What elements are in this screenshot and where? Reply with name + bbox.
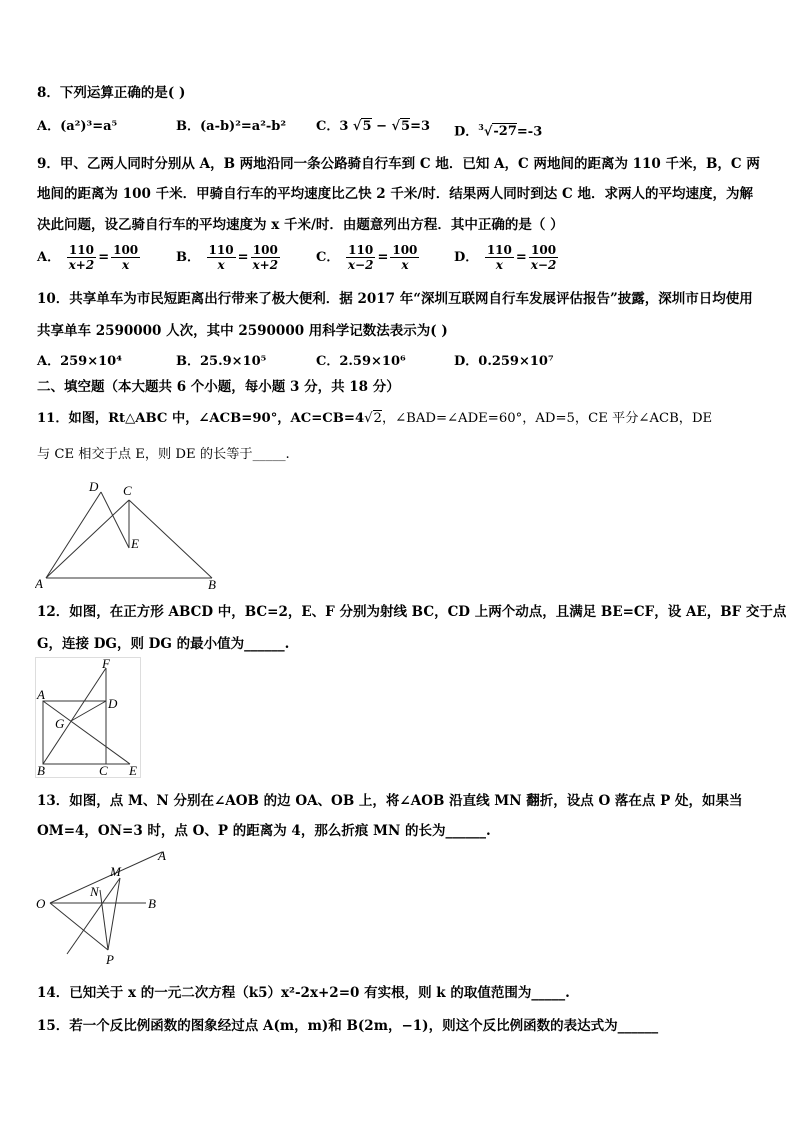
q13-segment-np bbox=[100, 890, 108, 950]
q10-line2: 共享单车 2590000 人次，其中 2590000 用科学记数法表示为( ) bbox=[37, 323, 448, 339]
q8-d-result: =-3 bbox=[516, 124, 543, 140]
q14-text: 14．已知关于 x 的一元二次方程（k5）x²-2x+2=0 有实根，则 k 的取值范围为_____. bbox=[37, 985, 570, 1001]
q11-line1: 11．如图，Rt△ABC 中，∠ACB=90°，AC=CB=4√2，∠BAD=∠ADE=60°，AD=5，CE 平分∠ACB，DE bbox=[37, 411, 713, 426]
q9-option-b bbox=[176, 243, 282, 272]
q13-label-p: P bbox=[106, 952, 114, 967]
q9-c-label: C． bbox=[316, 250, 340, 265]
q10-option-c: C．2.59×10⁶ bbox=[316, 354, 406, 369]
q9-b-label: B． bbox=[176, 250, 200, 265]
q11-line2: 与 CE 相交于点 E，则 DE 的长等于_____. bbox=[37, 447, 290, 462]
q9-a-label: A． bbox=[37, 250, 61, 265]
q13-label-a: A bbox=[158, 848, 166, 863]
q8-option-a bbox=[37, 118, 117, 136]
q13-label-o: O bbox=[36, 896, 46, 911]
q9-c-den2: x bbox=[401, 258, 409, 272]
q13-label-b: B bbox=[148, 896, 156, 911]
q9-a-num2: 100 bbox=[113, 243, 139, 257]
q10-option-b: B．25.9×10⁵ bbox=[176, 354, 267, 369]
q11-segment-cb bbox=[129, 500, 212, 578]
q9-line3: 决此问题，设乙骑自行车的平均速度为 x 千米/时．由题意列出方程．其中正确的是（ ） bbox=[37, 217, 564, 233]
q12-figure bbox=[35, 657, 145, 779]
q13-segment-op bbox=[50, 903, 108, 950]
q9-a-eq: = bbox=[98, 250, 110, 265]
q9-c-den1: x−2 bbox=[347, 258, 374, 272]
q13-ray-oa bbox=[50, 852, 162, 903]
q11-segment-ad bbox=[46, 492, 101, 578]
q11-segment-ac bbox=[46, 500, 129, 578]
q9-d-num1: 110 bbox=[486, 243, 512, 257]
q11-label-c: C bbox=[123, 483, 132, 498]
q9-option-d bbox=[454, 243, 560, 272]
q11-label-d: D bbox=[89, 479, 99, 494]
q12-label-b: B bbox=[37, 763, 45, 778]
q12-label-f: F bbox=[102, 657, 110, 671]
q8-d-index: 3 bbox=[478, 122, 484, 132]
q13-label-n: N bbox=[90, 884, 99, 899]
q11-line1-post: ，∠BAD=∠ADE=60°，AD=5，CE 平分∠ACB，DE bbox=[381, 411, 713, 426]
q13-label-m: M bbox=[110, 864, 121, 879]
q9-b-den2: x+2 bbox=[252, 258, 279, 272]
q8-b-label: B． bbox=[176, 119, 200, 134]
q8-c-coef: 3 bbox=[339, 119, 349, 134]
q12-figure-border bbox=[36, 658, 141, 778]
q9-a-den2: x bbox=[122, 258, 130, 272]
q12-segment-bf bbox=[43, 668, 106, 764]
q9-b-den1: x bbox=[217, 258, 225, 272]
q12-line2: G，连接 DG，则 DG 的最小值为______. bbox=[37, 636, 290, 652]
q13-line2: OM=4，ON=3 时，点 O、P 的距离为 4，那么折痕 MN 的长为______. bbox=[37, 823, 491, 839]
q13-line1: 13．如图，点 M、N 分别在∠AOB 的边 OA、OB 上，将∠AOB 沿直线 MN 翻折，设点 O 落在点 P 处，如果当 bbox=[37, 793, 743, 809]
q8-option-d: D．$^3$√-27=-3 bbox=[454, 122, 543, 140]
q11-figure bbox=[35, 478, 225, 590]
q8-stem: 8．下列运算正确的是( ) bbox=[37, 85, 186, 101]
q9-c-eq: = bbox=[377, 250, 389, 265]
q8-a-label: A． bbox=[37, 119, 61, 134]
q8-c-radicand1: 5 bbox=[362, 119, 372, 134]
section-heading: 二、填空题（本大题共 6 个小题，每小题 3 分，共 18 分） bbox=[37, 379, 400, 395]
q8-c-minus: − bbox=[376, 119, 387, 134]
q9-c-num2: 100 bbox=[392, 243, 418, 257]
q9-d-den2: x−2 bbox=[530, 258, 557, 272]
q8-option-b bbox=[176, 118, 286, 136]
q12-square bbox=[43, 701, 106, 764]
q11-label-e: E bbox=[131, 536, 139, 551]
q10-line1: 10．共享单车为市民短距离出行带来了极大便利．据 2017 年“深圳互联网自行车发展评估报告”披露，深圳市日均使用 bbox=[37, 291, 753, 307]
q12-label-e: E bbox=[129, 763, 137, 778]
q9-option-c bbox=[316, 243, 421, 272]
q11-line1-pre: 11．如图，Rt△ABC 中，∠ACB=90°，AC=CB=4 bbox=[37, 411, 365, 426]
q8-c-label: C． bbox=[316, 119, 340, 134]
q9-a-den1: x+2 bbox=[68, 258, 95, 272]
q13-figure bbox=[34, 846, 174, 971]
q8-d-label: D． bbox=[454, 124, 479, 140]
q12-line1: 12．如图，在正方形 ABCD 中，BC=2，E、F 分别为射线 BC，CD 上两个动点，且满足 BE=CF，设 AE，BF 交于点 bbox=[37, 604, 787, 620]
q9-d-label: D． bbox=[454, 250, 479, 265]
q10-option-d: D．0.259×10⁷ bbox=[454, 354, 554, 369]
q9-d-num2: 100 bbox=[529, 243, 559, 258]
q9-b-num2: 100 bbox=[251, 243, 281, 258]
q8-c-radicand2: 5 bbox=[401, 119, 411, 134]
q9-c-num1: 110 bbox=[346, 243, 376, 258]
q12-label-g: G bbox=[55, 716, 65, 731]
q9-d-den1: x bbox=[495, 258, 503, 272]
q12-label-d: D bbox=[108, 696, 118, 711]
q15-text: 15．若一个反比例函数的图象经过点 A(m，m)和 B(2m，−1)，则这个反比例函数的表达式为______ bbox=[37, 1018, 659, 1034]
q10-option-a: A．259×10⁴ bbox=[37, 354, 122, 369]
q8-d-radicand: -27 bbox=[493, 124, 517, 140]
q8-c-result: =3 bbox=[410, 119, 431, 134]
q13-segment-mp bbox=[108, 878, 120, 950]
q8-b-text: (a-b)²=a²-b² bbox=[200, 119, 287, 134]
q11-label-a: A bbox=[35, 576, 43, 590]
q9-b-eq: = bbox=[237, 250, 249, 265]
q9-a-num1: 110 bbox=[67, 243, 97, 258]
q9-d-eq: = bbox=[515, 250, 527, 265]
q8-option-c: C．3 √5 − √5=3 bbox=[316, 119, 431, 134]
q9-line2: 地间的距离为 100 千米．甲骑自行车的平均速度比乙快 2 千米/时．结果两人同时到达 C 地．求两人的平均速度，为解 bbox=[37, 186, 753, 202]
q12-label-c: C bbox=[99, 763, 108, 778]
q12-segment-dg bbox=[71, 701, 106, 721]
q9-line1: 9．甲、乙两人同时分别从 A，B 两地沿同一条公路骑自行车到 C 地．已知 A，C 两地间的距离为 110 千米，B，C 两 bbox=[37, 156, 760, 172]
q12-label-a: A bbox=[37, 687, 45, 702]
q11-segment-de bbox=[101, 492, 129, 548]
q8-a-text: (a²)³=a⁵ bbox=[60, 119, 118, 134]
q9-option-a bbox=[37, 243, 142, 272]
q11-radicand: 2 bbox=[373, 411, 382, 426]
q11-label-b: B bbox=[208, 577, 216, 590]
q9-b-num1: 110 bbox=[208, 243, 234, 257]
